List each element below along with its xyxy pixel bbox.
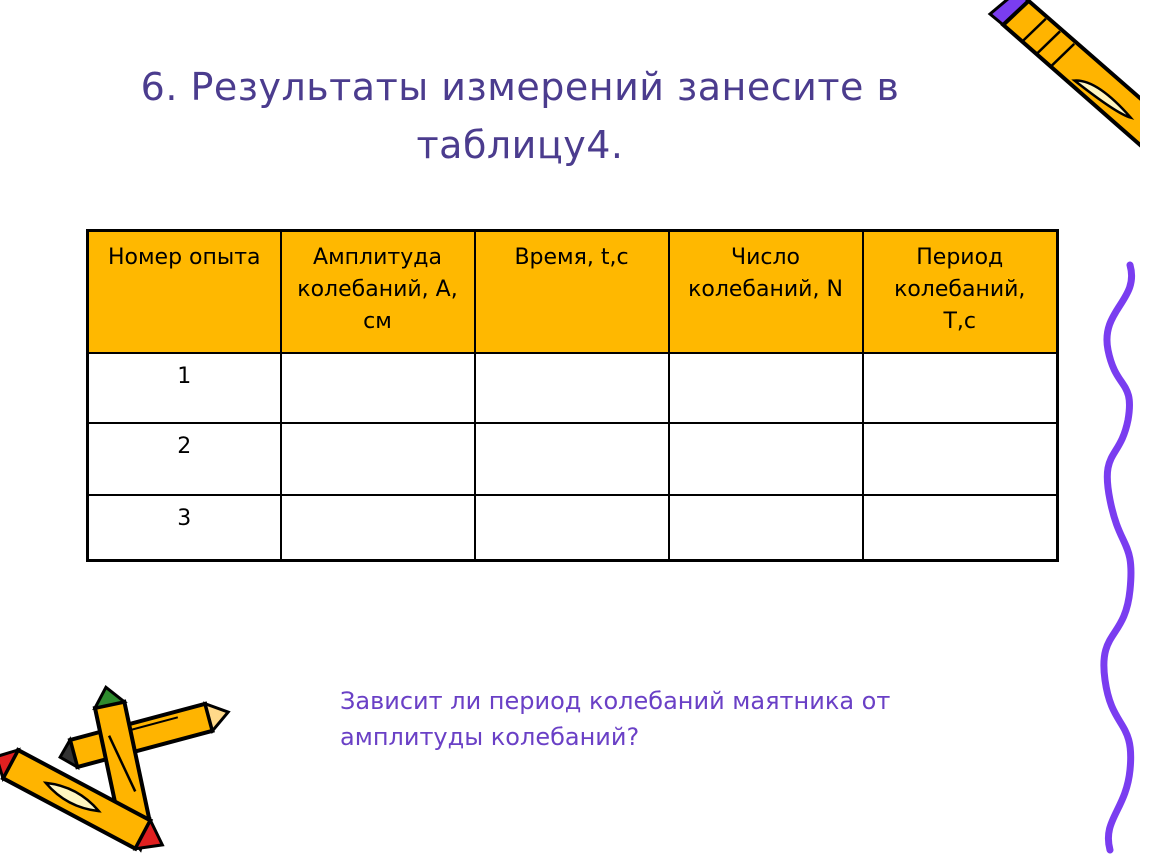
table-cell[interactable]: [669, 353, 863, 423]
title-line-1: 6. Результаты измерений занесите в: [140, 65, 900, 109]
table-cell[interactable]: [863, 495, 1058, 561]
table-cell[interactable]: [281, 353, 475, 423]
table-cell[interactable]: [669, 495, 863, 561]
results-table: [86, 229, 1059, 562]
header-amplitude: Амплитуда колебаний, А, см: [281, 231, 475, 353]
question-line-1: Зависит ли период колебаний маятника от: [340, 687, 891, 715]
squiggle-line: [1090, 260, 1150, 860]
table-cell: 1: [88, 353, 281, 423]
question-line-2: амплитуды колебаний?: [340, 723, 640, 751]
table-row: [88, 353, 1058, 423]
table-cell[interactable]: [475, 495, 669, 561]
table-cell[interactable]: [863, 423, 1058, 495]
table-row: [88, 495, 1058, 561]
page-title: [100, 58, 940, 174]
header-period: Период колебаний, Т,с: [863, 231, 1058, 353]
table-cell: 3: [88, 495, 281, 561]
header-oscillation-count: Число колебаний, N: [669, 231, 863, 353]
title-line-2: таблицу4.: [416, 123, 624, 167]
table-cell[interactable]: [281, 495, 475, 561]
table-cell[interactable]: [475, 423, 669, 495]
question-text: [340, 683, 980, 755]
table-cell: 2: [88, 423, 281, 495]
header-time: Время, t,с: [475, 231, 669, 353]
pencil-icon: [960, 0, 1140, 290]
table-cell[interactable]: [475, 353, 669, 423]
header-experiment-number: Номер опыта: [88, 231, 281, 353]
table-row: [88, 423, 1058, 495]
crossed-pencils-icon: [0, 680, 240, 860]
table-header-row: [88, 231, 1058, 353]
table-cell[interactable]: [281, 423, 475, 495]
table-cell[interactable]: [863, 353, 1058, 423]
table-cell[interactable]: [669, 423, 863, 495]
